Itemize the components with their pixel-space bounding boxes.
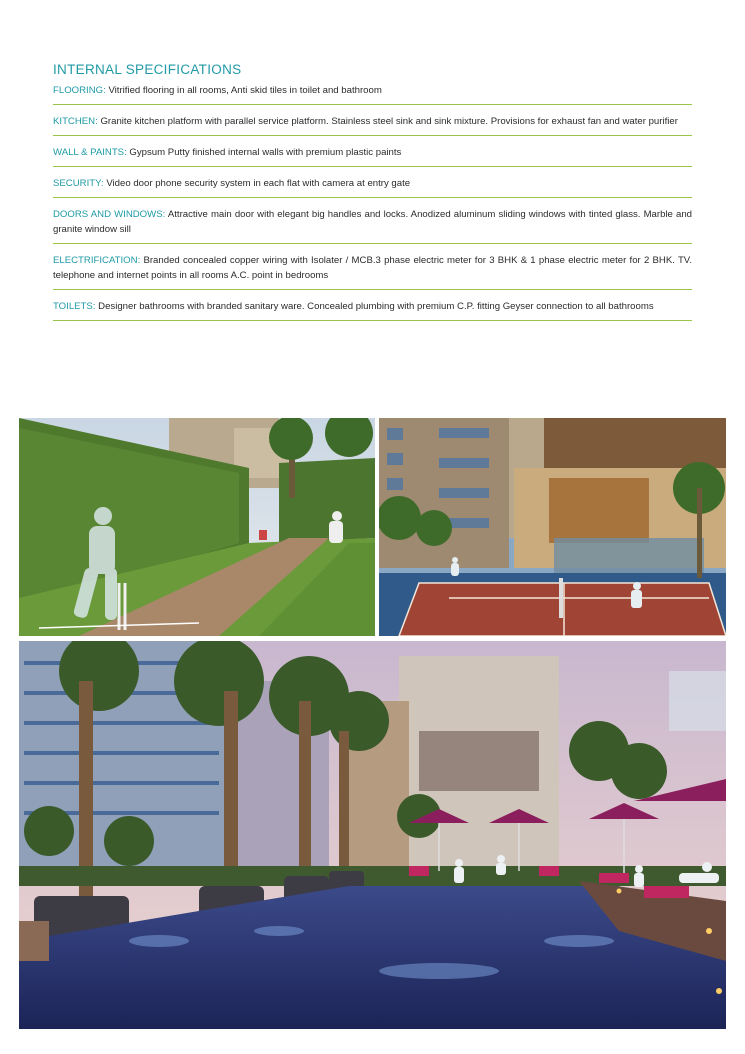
spec-wall-paints — [53, 145, 692, 167]
specs-title: INTERNAL SPECIFICATIONS — [53, 62, 242, 77]
spec-label: TOILETS: — [53, 301, 96, 312]
spec-security — [53, 176, 692, 198]
spec-text: Video door phone security system in each flat with camera at entry gate — [103, 178, 411, 189]
spec-label: FLOORING: — [53, 85, 106, 96]
internal-specifications-section — [53, 62, 692, 321]
tennis-court-illustration — [379, 418, 726, 636]
spec-doors-windows — [53, 207, 692, 244]
spec-label: SECURITY: — [53, 178, 104, 189]
spec-label: DOORS AND WINDOWS: — [53, 209, 166, 220]
cricket-pitch-illustration — [19, 418, 375, 636]
spec-text: Granite kitchen platform with parallel service platform. Stainless steel sink and sink mixture. Provisions for exhaust fan and water purifier — [97, 116, 678, 127]
swimming-pool-illustration — [19, 641, 726, 1029]
spec-text: Branded concealed copper wiring with Isolater / MCB.3 phase electric meter for 3 BHK & 1 phase electric meter for 2 BHK. TV. telephone and internet points in all rooms A.C. point in bedrooms — [53, 255, 692, 281]
spec-electrification — [53, 253, 692, 290]
spec-text: Gypsum Putty finished internal walls with premium plastic paints — [126, 147, 402, 158]
spec-label: ELECTRIFICATION: — [53, 255, 141, 266]
spec-flooring — [53, 83, 692, 105]
spec-label: WALL & PAINTS: — [53, 147, 127, 158]
swimming-pool-photo — [19, 641, 726, 1029]
spec-text: Attractive main door with elegant big handles and locks. Anodized aluminum sliding windows with tinted glass. Marble and granite window sill — [53, 209, 692, 235]
spec-kitchen — [53, 114, 692, 136]
spec-toilets — [53, 299, 692, 321]
spec-label: KITCHEN: — [53, 116, 98, 127]
spec-text: Vitrified flooring in all rooms, Anti skid tiles in toilet and bathroom — [105, 85, 382, 96]
tennis-court-photo — [379, 418, 726, 636]
spec-text: Designer bathrooms with branded sanitary ware. Concealed plumbing with premium C.P. fitting Geyser connection to all bathrooms — [95, 301, 654, 312]
cricket-pitch-photo — [19, 418, 375, 636]
